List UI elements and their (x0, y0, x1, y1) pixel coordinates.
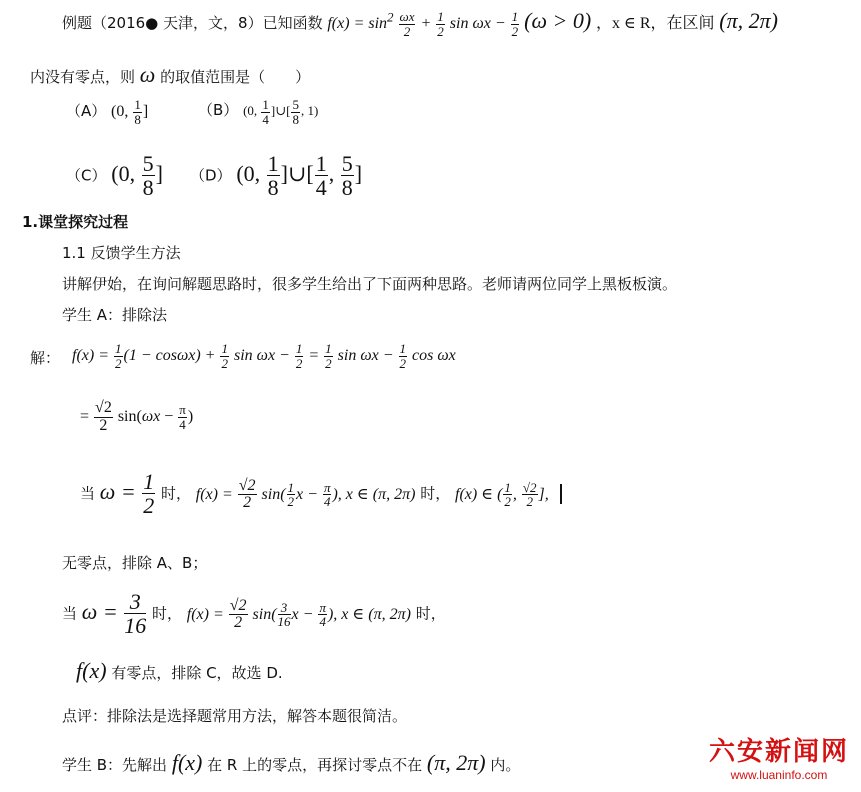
problem-line-1 (62, 6, 778, 38)
problem-condition: (ω > 0) (524, 8, 592, 33)
comment: 点评：排除法是选择题常用方法，解答本题很简洁。 (62, 707, 408, 725)
watermark-title: 六安新闻网 (708, 737, 849, 767)
text-cursor (560, 484, 562, 504)
option-a: （A） (0, $\frac{1}{8}$ ] (66, 97, 149, 127)
paragraph-1: 讲解伊始，在询问解题思路时，很多学生给出了下面两种思路。老师请两位同学上黑板板演。 (62, 275, 678, 293)
option-b: （B） (0, $\frac{1}{4}$ ]∪[ $\frac{5}{8}$ , 1) (198, 97, 319, 127)
problem-domain: ，x ∈ R，在区间 (595, 15, 715, 32)
case-1: 当 ω = $\frac{1}{2}$ 时， f(x) = $\frac{√2}{2}$ sin( $\frac{1}{2}$ x − $\frac{\pi}{4}$ ), x ∈ (π, 2π) 时， f(x) ∈ ( $\frac{1}{2}$ , $\frac{√2}{2}$ ], (80, 470, 562, 517)
site-watermark (709, 731, 849, 782)
result-1: 无零点，排除 A、B； (62, 554, 208, 572)
case-2: 当 ω = $\frac{3}{16}$ 时， f(x) = $\frac{√2}{2}$ sin( $\frac{3}{16}$ x − $\frac{\pi}{4}$ ), x ∈ (π, 2π) 时， (62, 589, 446, 639)
problem-intro: 例题（2016● 天津，文，8）已知函数 (62, 14, 323, 32)
omega-symbol: ω (139, 62, 156, 87)
option-c: （C） (0, $\frac{5}{8}$ ] (66, 151, 163, 201)
section-sub: 1.1 反馈学生方法 (62, 244, 181, 262)
result-2: f(x) 有零点，排除 C，故选 D. (76, 658, 283, 683)
equation-1: f(x) = $\frac{1}{2}$ (1 − cosωx) + $\frac{1}{2}$ sin ωx − $\frac{1}{2}$ = $\frac{1}{2}$ sin ωx − $\frac{1}{2}$ cos ωx (72, 341, 456, 371)
student-b: 学生 B：先解出 f(x) 在 R 上的零点，再探讨零点不在 (π, 2π) 内。 (62, 750, 521, 775)
problem-function: $f(x) = \sin^2$ $\frac{\omega x}{2}$ + $\frac{1}{2}$ sin ωx − $\frac{1}{2}$ (327, 9, 519, 39)
section-heading: 1.课堂探究过程 (22, 213, 129, 231)
option-d: （D） (0, $\frac{1}{8}$ ]∪[ $\frac{1}{4}$ , $\frac{5}{8}$ ] (190, 151, 363, 201)
student-a-label: 学生 A：排除法 (62, 306, 168, 324)
watermark-url: www.luaninfo.com (730, 768, 828, 782)
solution-label: 解： (30, 349, 61, 367)
problem-line-2: 内没有零点，则 ω 的取值范围是（ ） (30, 62, 311, 87)
problem-interval: (π, 2π) (719, 8, 778, 33)
equation-2: = $\frac{√2}{2}$ sin(ωx − $\frac{\pi}{4}$ ) (80, 399, 194, 434)
